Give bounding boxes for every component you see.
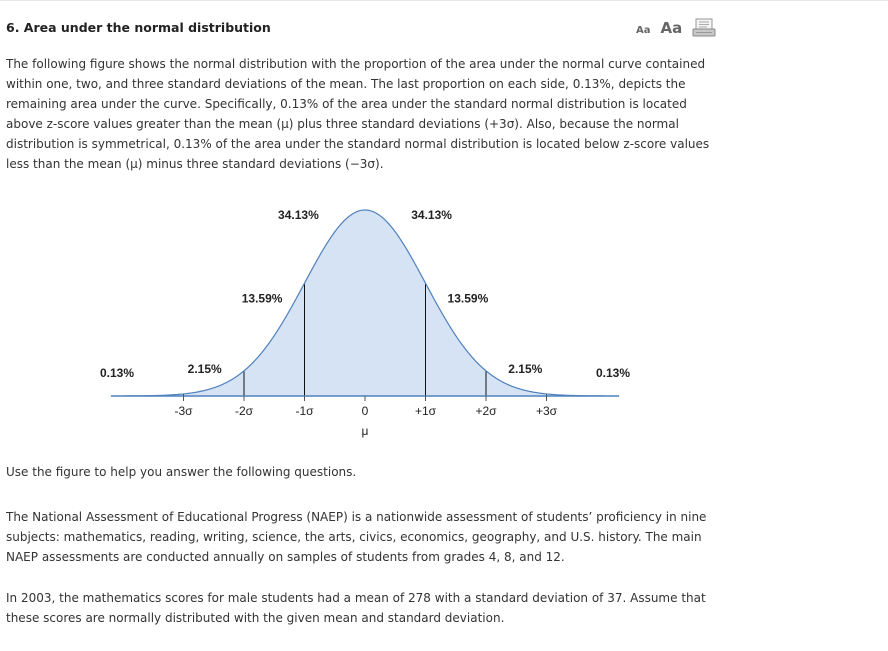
increase-font-button[interactable]: Aa bbox=[660, 19, 683, 37]
tick-label: +2σ bbox=[475, 404, 497, 418]
print-icon[interactable] bbox=[692, 18, 716, 38]
scores-paragraph: In 2003, the mathematics scores for male students had a mean of 278 with a standard deviation of 37. Assume that these scores are normally distributed with the given mean and standard deviation. bbox=[6, 591, 706, 625]
normal-distribution-chart bbox=[0, 190, 640, 452]
tick-label: +3σ bbox=[535, 404, 558, 418]
region-label: 34.13% bbox=[278, 207, 319, 222]
tick-label: -2σ bbox=[234, 404, 254, 418]
region-label: 13.59% bbox=[447, 291, 489, 306]
region-label: 13.59% bbox=[241, 291, 283, 306]
region-label: 0.13% bbox=[99, 366, 135, 380]
intro-paragraph: The following figure shows the normal distribution with the proportion of the area under the normal curve contained within one, two, and three standard deviations of the mean. The last proportion on each side, 0.13%, depicts the remaining area under the curve. Specifically, 0.13% of the area under the standard normal distribution is located above z-score values greater than the mean (μ) plus three standard deviations (+3σ). Also, because the normal distribution is symmetrical, 0.13% of the area under the standard normal distribution is located below z-score values less than the mean (μ) minus three standard deviations (−3σ). bbox=[6, 57, 710, 171]
instructions-text: Use the figure to help you answer the following questions. bbox=[6, 465, 357, 479]
tick-label: -3σ bbox=[174, 404, 193, 418]
decrease-font-button[interactable]: Aa bbox=[636, 24, 651, 36]
naep-paragraph: The National Assessment of Educational Progress (NAEP) is a nationwide assessment of students’ proficiency in nine subjects: mathematics, reading, writing, science, the arts, civics, economics, geography, and U.S. history. The main NAEP assessments are conducted annually on samples of students from grades 4, 8, and 12. bbox=[6, 510, 707, 564]
region-label: 2.15% bbox=[508, 362, 543, 376]
region-label: 34.13% bbox=[411, 207, 452, 222]
tick-label: -1σ bbox=[295, 404, 314, 418]
region-label: 2.15% bbox=[187, 362, 222, 376]
region-label: 0.13% bbox=[595, 366, 631, 380]
question-title: 6. Area under the normal distribution bbox=[6, 20, 271, 35]
tick-label: +1σ bbox=[414, 404, 437, 418]
mean-label: μ bbox=[361, 424, 369, 438]
tick-label: 0 bbox=[361, 404, 369, 418]
text-tools bbox=[636, 18, 716, 38]
top-divider bbox=[0, 0, 888, 7]
